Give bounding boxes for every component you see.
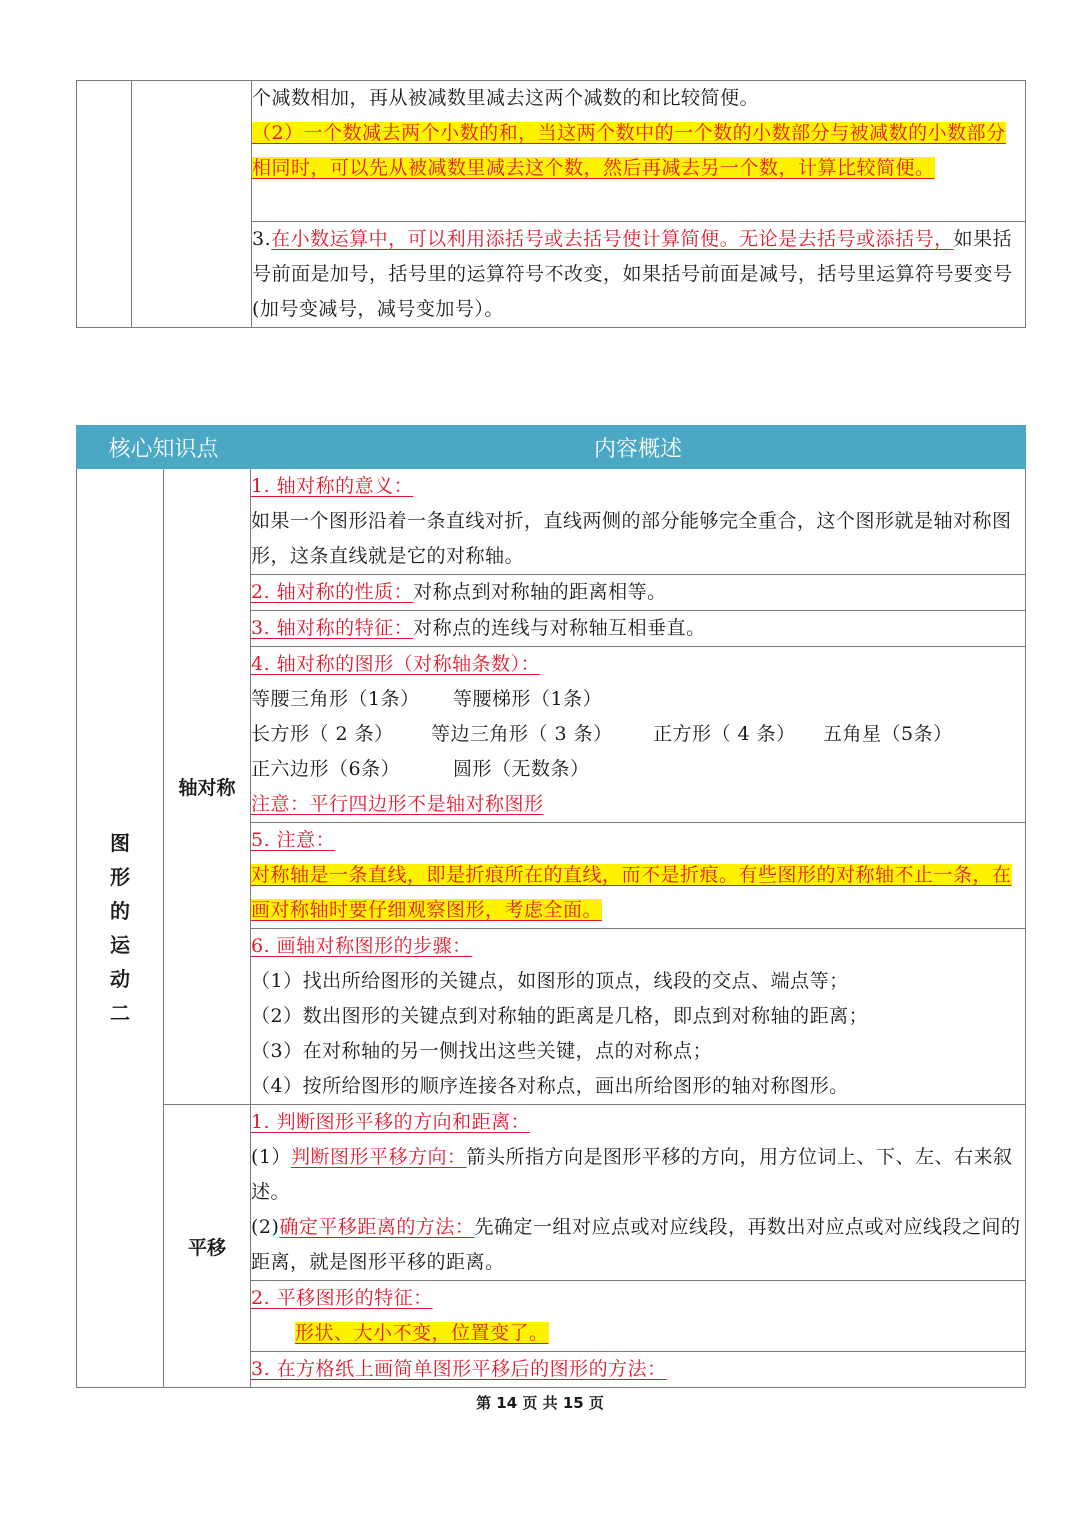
item-number: (1） bbox=[251, 1146, 292, 1168]
step-item: （4）按所给图形的顺序连接各对称点，画出所给图形的轴对称图形。 bbox=[251, 1075, 849, 1097]
highlighted-text: 对称轴是一条直线，即是折痕所在的直线，而不是折痕。有些图形的对称轴不止一条，在画对称轴时要仔细观察图形，考虑全面。 bbox=[251, 864, 1012, 921]
shape-item: 正方形（ 4 条） bbox=[653, 723, 796, 745]
table-row bbox=[77, 1105, 1026, 1281]
section-title: 2. 轴对称的性质： bbox=[251, 581, 414, 603]
section-title: 3. 在方格纸上画简单图形平移后的图形的方法： bbox=[251, 1358, 667, 1380]
text-line: 先确定一组对应点或对应线段，再数出对应点或对应线段之间的距离，就是图形平移的距离。 bbox=[251, 1216, 1021, 1273]
category-cell bbox=[77, 469, 164, 1388]
text-line: 个减数相加，再从被减数里减去这两个减数的和比较简便。 bbox=[252, 87, 760, 109]
shape-list-row bbox=[251, 752, 1025, 787]
step-item: （3）在对称轴的另一侧找出这些关键，点的对称点； bbox=[251, 1040, 713, 1062]
section-title: 1. 轴对称的意义： bbox=[251, 475, 414, 497]
content-cell bbox=[251, 611, 1026, 647]
red-underlined-text: 确定平移距离的方法： bbox=[279, 1216, 475, 1238]
section-title: 3. 轴对称的特征： bbox=[251, 617, 414, 639]
shape-item: 等腰梯形（1条） bbox=[453, 688, 603, 710]
shape-item: 等腰三角形（1条） bbox=[251, 688, 420, 710]
shape-item: 圆形（无数条） bbox=[453, 758, 590, 780]
text-line: 如果一个图形沿着一条直线对折，直线两侧的部分能够完全重合，这个图形就是轴对称图形，这条直线就是它的对称轴。 bbox=[251, 510, 1012, 567]
highlighted-text: （2）一个数减去两个小数的和，当这两个数中的一个数的小数部分与被减数的小数部分相同时，可以先从被减数里减去这个数，然后再减去另一个数，计算比较简便。 bbox=[252, 122, 1006, 179]
note-text: 注意：平行四边形不是轴对称图形 bbox=[251, 793, 544, 815]
highlighted-text: 形状、大小不变，位置变了。 bbox=[295, 1322, 549, 1344]
red-underlined-text: 在小数运算中，可以利用添括号或去括号使计算简便。无论是去括号或添括号， bbox=[271, 228, 954, 250]
table-top bbox=[76, 80, 1026, 328]
content-cell bbox=[251, 929, 1026, 1105]
header-content-summary: 内容概述 bbox=[251, 426, 1026, 469]
table-row bbox=[77, 469, 1026, 575]
empty-cell bbox=[77, 81, 132, 328]
text-line: 如果括号前面是加号，括号里的运算符号不改变，如果括号前面是减号，括号里运算符号要变号(加号变减号，减号变加号）。 bbox=[252, 228, 1013, 320]
red-underlined-text: 判断图形平移方向： bbox=[291, 1146, 467, 1168]
content-cell bbox=[252, 222, 1026, 328]
content-cell bbox=[252, 81, 1026, 222]
category-label: 图形的运动二 bbox=[110, 831, 130, 1025]
section-title: 6. 画轴对称图形的步骤： bbox=[251, 935, 472, 957]
table-header-row bbox=[77, 426, 1026, 469]
step-item: （1）找出所给图形的关键点，如图形的顶点，线段的交点、端点等； bbox=[251, 970, 849, 992]
content-cell bbox=[251, 1105, 1026, 1281]
table-main bbox=[76, 425, 1026, 1388]
shape-item: 正六边形（6条） bbox=[251, 758, 401, 780]
empty-cell bbox=[132, 81, 252, 328]
content-cell bbox=[251, 1352, 1026, 1388]
text-line: 对称点到对称轴的距离相等。 bbox=[413, 581, 667, 603]
page-footer: 第 14 页 共 15 页 bbox=[476, 1394, 604, 1412]
content-cell bbox=[251, 823, 1026, 929]
content-cell bbox=[251, 469, 1026, 575]
text-line: 箭头所指方向是图形平移的方向，用方位词上、下、左、右来叙述。 bbox=[251, 1146, 1013, 1203]
translation-label: 平移 bbox=[164, 1105, 251, 1388]
section-title: 1. 判断图形平移的方向和距离： bbox=[251, 1111, 531, 1133]
content-cell bbox=[251, 647, 1026, 823]
content-cell bbox=[251, 575, 1026, 611]
section-title: 2. 平移图形的特征： bbox=[251, 1287, 433, 1309]
shape-item: 等边三角形（ 3 条） bbox=[431, 723, 613, 745]
item-number: (2) bbox=[251, 1216, 280, 1238]
axis-symmetry-label: 轴对称 bbox=[164, 469, 251, 1105]
text-line: 对称点的连线与对称轴互相垂直。 bbox=[413, 617, 706, 639]
shape-list-row bbox=[251, 717, 1025, 752]
step-item: （2）数出图形的关键点到对称轴的距离是几格，即点到对称轴的距离； bbox=[251, 1005, 869, 1027]
content-cell bbox=[251, 1281, 1026, 1352]
header-core-knowledge: 核心知识点 bbox=[77, 426, 251, 469]
section-title: 5. 注意： bbox=[251, 829, 336, 851]
section-title: 4. 轴对称的图形（对称轴条数）： bbox=[251, 653, 541, 675]
shape-item: 长方形（ 2 条） bbox=[251, 723, 394, 745]
shape-list-row bbox=[251, 682, 1025, 717]
table-row bbox=[77, 81, 1026, 222]
item-number: 3. bbox=[252, 228, 272, 250]
shape-item: 五角星（5条） bbox=[823, 723, 953, 745]
